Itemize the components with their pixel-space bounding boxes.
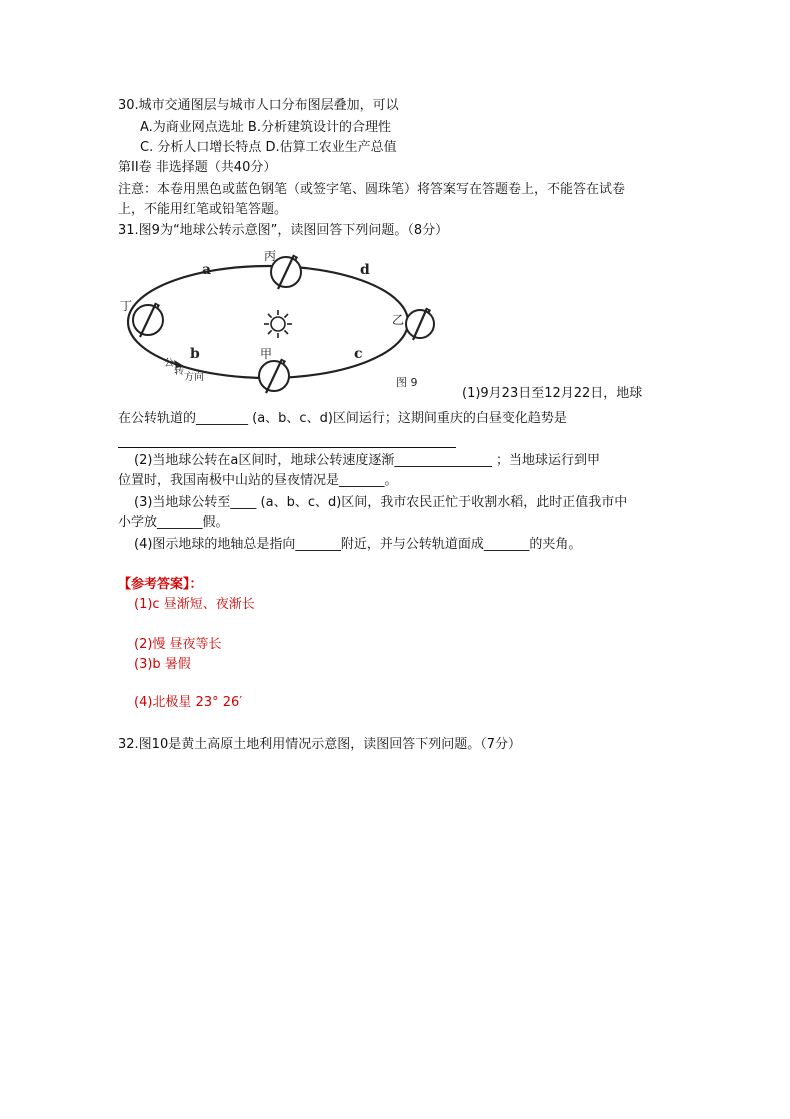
section2-title: 第II卷 非选择题（共40分）	[118, 160, 277, 175]
q31-part4-line1: (4)图示地球的地轴总是指向_______附近，并与公转轨道面成_______的夹角。	[134, 537, 582, 552]
section2-note-line2: 上，不能用红笔或铅笔答题。	[118, 202, 288, 217]
label-bing: 丙	[264, 249, 277, 263]
answer-4: (4)北极星 23° 26′	[134, 695, 243, 710]
q30-stem: 30.城市交通图层与城市人口分布图层叠加，可以	[118, 98, 399, 113]
label-d: d	[360, 262, 370, 278]
answer-2: (2)慢 昼夜等长	[134, 637, 222, 652]
label-yi: 乙	[392, 313, 405, 327]
earth-jia	[259, 359, 289, 393]
label-direction-3: 方向	[184, 372, 204, 383]
figure-caption: 图 9	[396, 376, 418, 389]
label-direction-1: 公	[164, 358, 174, 369]
q32-stem: 32.图10是黄土高原土地利用情况示意图，读图回答下列问题。（7分）	[118, 737, 521, 752]
q31-part2-line1: (2)当地球公转在a区间时，地球公转速度逐渐_______________ ；当地球运行到甲	[134, 453, 601, 468]
label-a: a	[202, 262, 212, 278]
q31-part3-line2: 小学放_______假。	[118, 515, 229, 530]
q30-options-cd: C. 分析人口增长特点 D.估算工农业生产总值	[140, 140, 397, 155]
label-c: c	[354, 346, 363, 362]
answer-1: (1)c 昼渐短、夜渐长	[134, 597, 255, 612]
q31-part1-line2: 在公转轨道的________ (a、b、c、d)区间运行；这期间重庆的白昼变化趋势是	[118, 411, 567, 426]
earth-ding	[133, 303, 163, 337]
label-ding: 丁	[120, 299, 133, 313]
section2-note-line1: 注意：本卷用黑色或蓝色钢笔（或签字笔、圆珠笔）将答案写在答题卷上，不能答在试卷	[118, 182, 626, 197]
answer-blank-line	[118, 447, 456, 448]
answer-3: (3)b 暑假	[134, 657, 191, 672]
q30-options-ab: A.为商业网点选址 B.分析建筑设计的合理性	[140, 120, 391, 135]
label-direction-2: 转	[174, 366, 184, 377]
earth-revolution-diagram	[118, 246, 448, 398]
q31-stem: 31.图9为“地球公转示意图”，读图回答下列问题。（8分）	[118, 223, 449, 238]
q31-part1-right: (1)9月23日至12月22日，地球	[462, 386, 643, 401]
earth-yi	[406, 308, 434, 340]
label-b: b	[190, 346, 200, 362]
sun-icon	[264, 310, 292, 338]
q31-part2-line2: 位置时，我国南极中山站的昼夜情况是_______。	[118, 473, 398, 488]
label-jia: 甲	[260, 347, 273, 361]
q31-part3-line1: (3)当地球公转至____ (a、b、c、d)区间，我市农民正忙于收割水稻，此时正值我市中	[134, 495, 628, 510]
answer-header: 【参考答案】：	[118, 577, 203, 592]
